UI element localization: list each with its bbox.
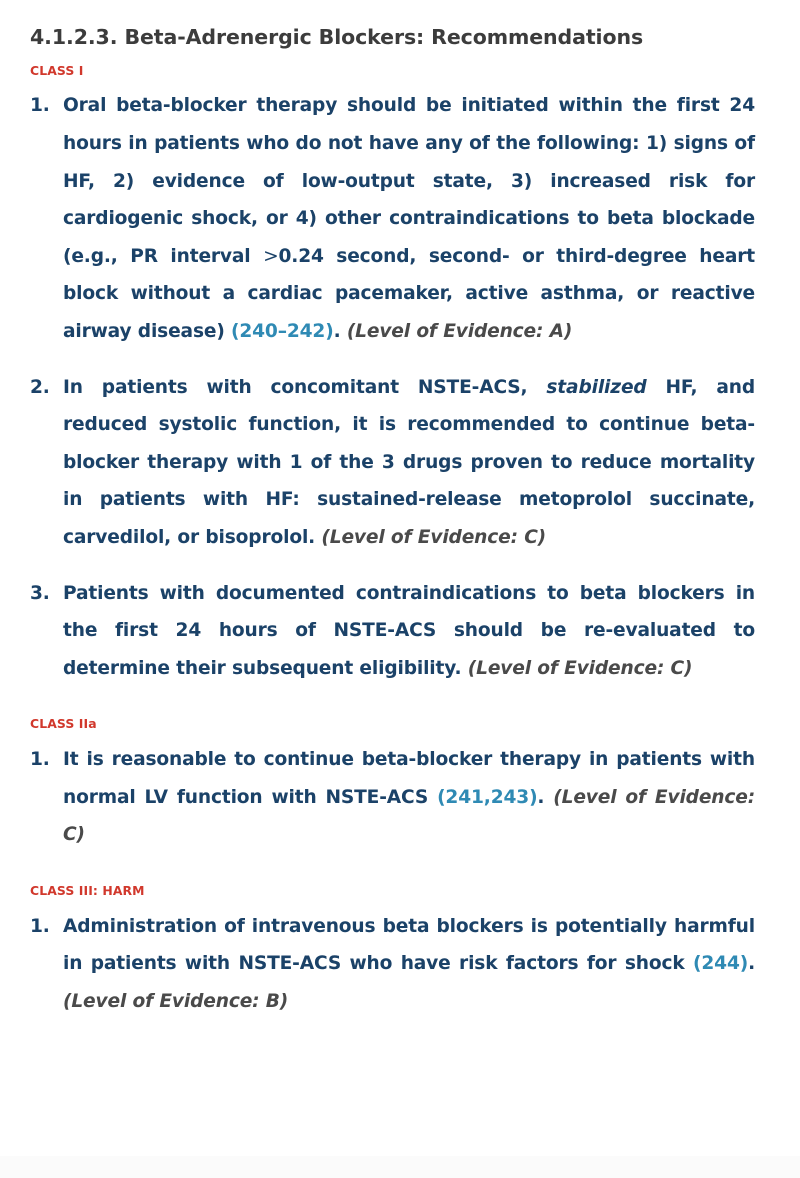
recommendation-text [63,908,755,1021]
citation-link[interactable]: (241,243) [437,786,538,808]
recommendation-list [30,87,755,687]
body-text: 0.24 second, second- or third-degree heart block without a cardiac pacemaker, active asthma, or reactive airway disease) [63,245,755,342]
body-text: Patients with documented contraindications to beta blockers in the first 24 hours of NSTE-ACS should be re-evaluated to determine their subsequent eligibility. [63,582,755,679]
recommendation-item [30,908,755,1021]
recommendation-list [30,741,755,854]
class-label: CLASS IIa [30,716,97,732]
class-label: CLASS III: HARM [30,883,145,898]
body-text: HF, and reduced systolic function, it is recommended to continue beta-blocker therapy with 1 of the 3 drugs proven to reduce mortality in patients with HF: sustained-release metoprolol succinate, carvedilol, or bisoprolol. [63,376,755,548]
body-text: Oral beta-blocker therapy should be initiated within the first 24 hours in patients who do not have any of the following: 1) signs of HF, 2) evidence of low-output state, 3) increased risk for cardiogenic shock, or 4) other contraindications to beta blockade (e.g., PR interval [63,95,755,267]
page-footer-band [0,1156,800,1178]
greater-than-symbol: > [263,245,279,267]
class-section [30,64,755,688]
class-section [30,884,755,1021]
citation-link[interactable]: (240–242) [231,321,334,342]
level-of-evidence: (Level of Evidence: C) [467,657,693,679]
recommendation-list [30,908,755,1021]
emphasis-text: stabilized [546,376,647,398]
recommendation-number: 1. [30,749,50,771]
recommendation-text [63,369,755,557]
citation-link[interactable]: (244) [693,953,749,975]
class-label: CLASS I [30,62,84,78]
body-text: . [333,321,347,342]
body-text: It is reasonable to continue beta-blocker therapy in patients with normal LV function with NSTE-ACS [63,749,755,808]
recommendation-item [30,87,755,350]
level-of-evidence: (Level of Evidence: B) [63,991,289,1013]
recommendations-container [30,64,755,1021]
body-text: In patients with concomitant NSTE-ACS, [63,376,547,398]
level-of-evidence: (Level of Evidence: C) [63,786,755,846]
recommendation-text [63,575,755,688]
recommendation-number: 3. [30,582,50,604]
body-text: . [748,953,755,975]
level-of-evidence: (Level of Evidence: A) [346,321,573,342]
recommendation-number: 1. [30,95,50,117]
recommendation-item [30,741,755,854]
recommendation-item [30,369,755,557]
body-text: . [537,786,554,808]
body-text: Administration of intravenous beta blockers is potentially harmful in patients with NSTE-ACS who have risk factors for shock [63,915,755,975]
recommendation-number: 2. [30,376,50,398]
level-of-evidence: (Level of Evidence: C) [321,526,547,548]
recommendation-text [63,87,755,350]
recommendation-item [30,575,755,688]
recommendation-number: 1. [30,915,50,937]
page-title: 4.1.2.3. Beta-Adrenergic Blockers: Recommendations [30,25,644,49]
class-section [30,717,755,854]
recommendation-text [63,741,755,854]
